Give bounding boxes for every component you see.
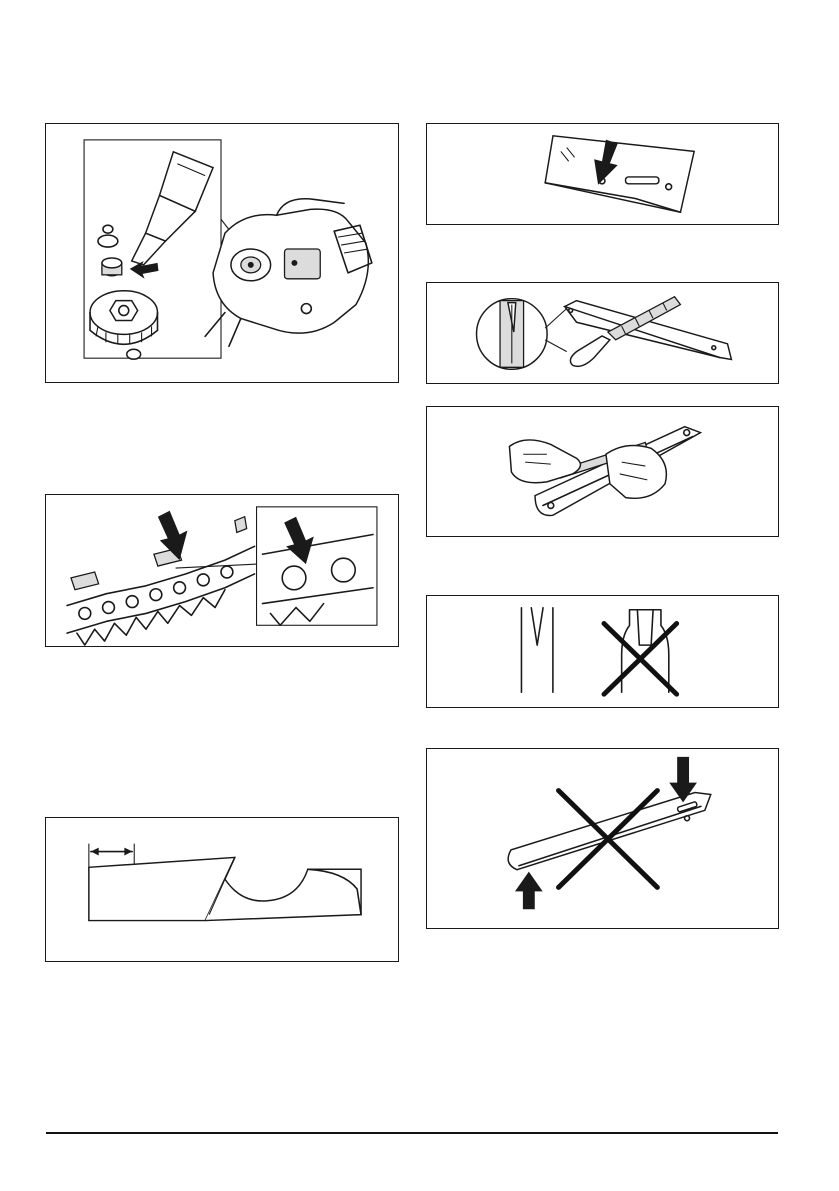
- cutter-tooth-icon: [89, 857, 361, 920]
- figure-sprocket-lubrication: [45, 123, 399, 383]
- grease-gun-icon: [132, 152, 213, 265]
- cross-mark-icon: [604, 624, 677, 695]
- figure-bar-lubrication-hole: [426, 123, 779, 225]
- pointer-arrow-icon: [515, 872, 543, 910]
- rail-profile-correct-icon: [521, 608, 552, 692]
- groove-cross-section-icon: [477, 299, 548, 370]
- figure-bent-bar-check: [426, 748, 779, 929]
- figure-saw-chain-wear-mark: [45, 494, 399, 647]
- figure-bar-groove-filing: [426, 282, 779, 384]
- figure-bar-rail-deburring: [426, 406, 779, 537]
- footer-rule: [46, 1132, 778, 1134]
- figure-cutter-top-plate-length: [45, 817, 399, 962]
- saw-chain-icon: [67, 517, 255, 645]
- guide-bar-icon: [508, 793, 711, 870]
- magnified-inset-icon: [257, 507, 377, 625]
- needle-bearing-icon: [102, 258, 122, 276]
- figure-rail-wear-comparison: [426, 595, 779, 708]
- chainsaw-body-icon: [205, 199, 372, 347]
- clutch-drum-icon: [90, 291, 157, 359]
- guide-bar-icon: [545, 136, 694, 212]
